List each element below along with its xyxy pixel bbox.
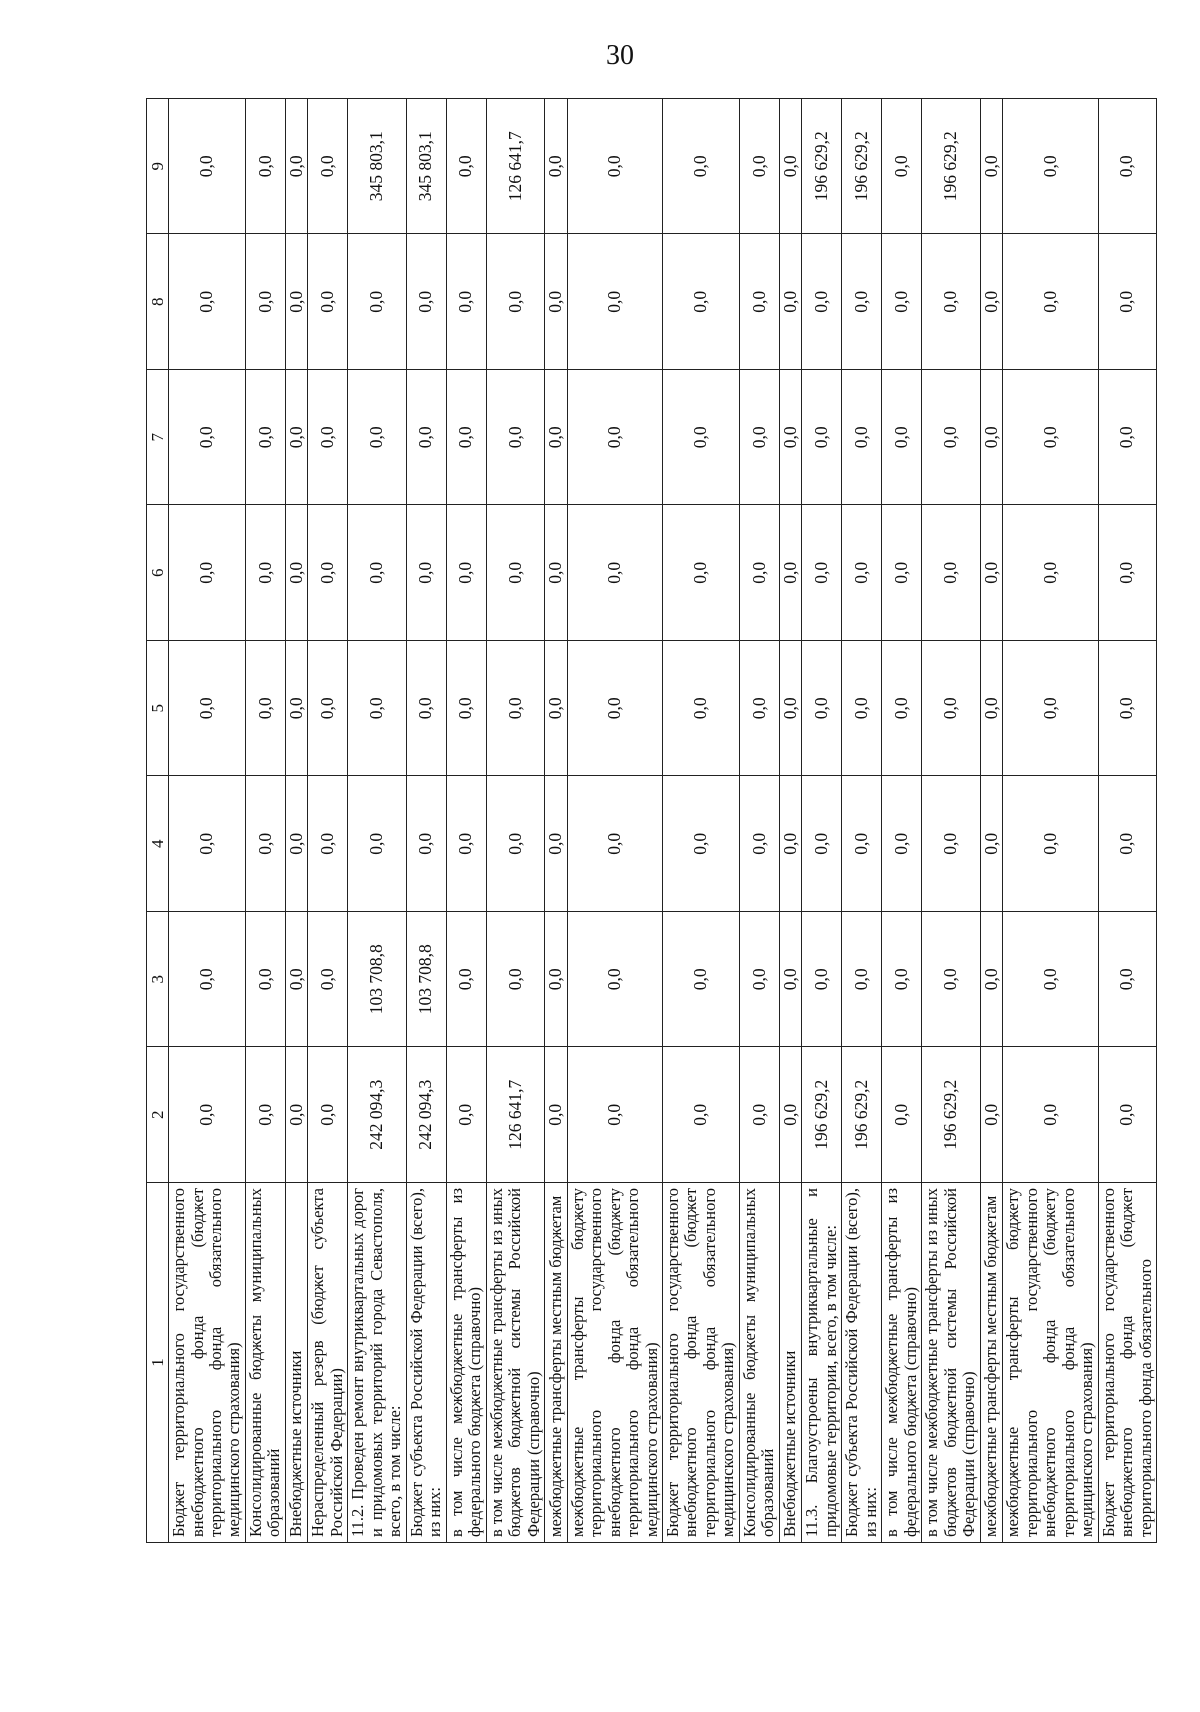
row-value: 0,0 bbox=[922, 776, 980, 912]
row-value: 0,0 bbox=[980, 912, 1003, 1048]
row-value: 0,0 bbox=[882, 234, 922, 370]
row-value: 0,0 bbox=[285, 234, 308, 370]
row-value: 0,0 bbox=[882, 370, 922, 506]
row-value: 0,0 bbox=[739, 370, 779, 506]
row-value: 0,0 bbox=[663, 505, 740, 641]
table-row bbox=[567, 99, 662, 1543]
row-value: 242 094,3 bbox=[406, 1047, 446, 1183]
row-value: 0,0 bbox=[1098, 641, 1156, 777]
row-value: 0,0 bbox=[446, 370, 486, 506]
row-value: 0,0 bbox=[245, 912, 285, 1048]
row-value: 0,0 bbox=[486, 370, 544, 506]
row-value: 0,0 bbox=[882, 99, 922, 235]
row-value: 0,0 bbox=[802, 776, 842, 912]
row-value: 0,0 bbox=[406, 641, 446, 777]
row-value: 0,0 bbox=[446, 641, 486, 777]
row-value: 0,0 bbox=[1003, 370, 1098, 506]
row-value: 0,0 bbox=[802, 912, 842, 1048]
column-header: 9 bbox=[147, 99, 169, 235]
row-label: в том числе межбюджетные трансферты из федерального бюджета (справочно) bbox=[882, 1183, 922, 1543]
row-value: 0,0 bbox=[779, 912, 802, 1048]
row-value: 0,0 bbox=[663, 1047, 740, 1183]
row-value: 0,0 bbox=[779, 1047, 802, 1183]
column-header: 2 bbox=[147, 1047, 169, 1183]
row-value: 0,0 bbox=[348, 505, 406, 641]
row-label: 11.3. Благоустроены внутриквартальные и придомовые территории, всего, в том числе: bbox=[802, 1183, 842, 1543]
row-value: 0,0 bbox=[285, 505, 308, 641]
row-value: 0,0 bbox=[486, 776, 544, 912]
table-row bbox=[980, 99, 1003, 1543]
row-value: 0,0 bbox=[169, 776, 246, 912]
row-value: 0,0 bbox=[308, 99, 348, 235]
row-value: 0,0 bbox=[245, 1047, 285, 1183]
table-row bbox=[406, 99, 446, 1543]
table-row bbox=[922, 99, 980, 1543]
row-value: 0,0 bbox=[486, 641, 544, 777]
row-value: 0,0 bbox=[663, 99, 740, 235]
row-label: Нераспределенный резерв (бюджет субъекта Российской Федерации) bbox=[308, 1183, 348, 1543]
row-value: 0,0 bbox=[308, 370, 348, 506]
row-value: 0,0 bbox=[1098, 1047, 1156, 1183]
table-row bbox=[802, 99, 842, 1543]
table-row bbox=[1098, 99, 1156, 1543]
row-value: 0,0 bbox=[882, 1047, 922, 1183]
row-value: 0,0 bbox=[882, 505, 922, 641]
row-value: 0,0 bbox=[545, 505, 568, 641]
row-value: 0,0 bbox=[739, 234, 779, 370]
row-value: 0,0 bbox=[545, 99, 568, 235]
row-value: 0,0 bbox=[285, 99, 308, 235]
row-value: 0,0 bbox=[545, 234, 568, 370]
row-value: 103 708,8 bbox=[406, 912, 446, 1048]
row-value: 0,0 bbox=[1098, 370, 1156, 506]
table-row bbox=[882, 99, 922, 1543]
row-value: 0,0 bbox=[663, 776, 740, 912]
row-value: 0,0 bbox=[285, 370, 308, 506]
row-value: 0,0 bbox=[1003, 1047, 1098, 1183]
row-value: 0,0 bbox=[1003, 912, 1098, 1048]
row-value: 0,0 bbox=[842, 370, 882, 506]
table-row bbox=[169, 99, 246, 1543]
row-value: 0,0 bbox=[739, 776, 779, 912]
row-value: 0,0 bbox=[842, 234, 882, 370]
row-label: Бюджет территориального государственного внебюджетного фонда (бюджет территориального фонда обязательного медицинского страхования) bbox=[169, 1183, 246, 1543]
row-value: 0,0 bbox=[882, 912, 922, 1048]
row-value: 196 629,2 bbox=[922, 99, 980, 235]
row-value: 0,0 bbox=[980, 370, 1003, 506]
row-label: Внебюджетные источники bbox=[779, 1183, 802, 1543]
row-value: 196 629,2 bbox=[842, 1047, 882, 1183]
row-value: 0,0 bbox=[446, 99, 486, 235]
column-header: 7 bbox=[147, 370, 169, 506]
column-header: 4 bbox=[147, 776, 169, 912]
row-value: 0,0 bbox=[663, 234, 740, 370]
row-value: 0,0 bbox=[245, 99, 285, 235]
row-label: Бюджет территориального государственного внебюджетного фонда (бюджет территориального фонда обязательного медицинского страхования) bbox=[663, 1183, 740, 1543]
row-value: 0,0 bbox=[348, 641, 406, 777]
row-value: 0,0 bbox=[545, 641, 568, 777]
row-value: 0,0 bbox=[245, 370, 285, 506]
row-value: 0,0 bbox=[308, 912, 348, 1048]
row-value: 0,0 bbox=[545, 1047, 568, 1183]
row-value: 0,0 bbox=[1003, 641, 1098, 777]
row-value: 0,0 bbox=[486, 912, 544, 1048]
row-value: 0,0 bbox=[567, 912, 662, 1048]
row-value: 126 641,7 bbox=[486, 1047, 544, 1183]
row-value: 0,0 bbox=[779, 370, 802, 506]
row-value: 0,0 bbox=[567, 776, 662, 912]
table-row bbox=[348, 99, 406, 1543]
row-value: 0,0 bbox=[486, 234, 544, 370]
row-value: 0,0 bbox=[446, 505, 486, 641]
row-label: 11.2. Проведен ремонт внутриквартальных дорог и придомовых территорий города Севастополя, всего, в том числе: bbox=[348, 1183, 406, 1543]
table-body bbox=[169, 99, 1157, 1543]
row-value: 0,0 bbox=[663, 370, 740, 506]
row-value: 0,0 bbox=[842, 641, 882, 777]
row-value: 0,0 bbox=[739, 641, 779, 777]
row-value: 0,0 bbox=[922, 370, 980, 506]
row-value: 0,0 bbox=[567, 99, 662, 235]
row-value: 0,0 bbox=[779, 234, 802, 370]
row-value: 0,0 bbox=[1003, 505, 1098, 641]
rotated-table-container bbox=[146, 99, 1155, 1543]
table-row bbox=[739, 99, 779, 1543]
row-value: 345 803,1 bbox=[348, 99, 406, 235]
row-value: 0,0 bbox=[739, 1047, 779, 1183]
row-value: 0,0 bbox=[1098, 505, 1156, 641]
row-value: 0,0 bbox=[169, 641, 246, 777]
row-value: 0,0 bbox=[245, 776, 285, 912]
row-value: 0,0 bbox=[739, 99, 779, 235]
row-label: межбюджетные трансферты местным бюджетам bbox=[545, 1183, 568, 1543]
row-value: 0,0 bbox=[882, 776, 922, 912]
table-row bbox=[308, 99, 348, 1543]
row-value: 0,0 bbox=[1098, 776, 1156, 912]
row-value: 0,0 bbox=[779, 99, 802, 235]
row-value: 0,0 bbox=[1003, 99, 1098, 235]
row-value: 0,0 bbox=[567, 641, 662, 777]
table-row bbox=[285, 99, 308, 1543]
row-value: 0,0 bbox=[1003, 776, 1098, 912]
row-value: 0,0 bbox=[245, 234, 285, 370]
row-value: 196 629,2 bbox=[842, 99, 882, 235]
row-value: 0,0 bbox=[285, 1047, 308, 1183]
row-label: Бюджет территориального государственного внебюджетного фонда (бюджет территориального фонда обязательного bbox=[1098, 1183, 1156, 1543]
row-value: 0,0 bbox=[663, 641, 740, 777]
table-row bbox=[779, 99, 802, 1543]
row-value: 0,0 bbox=[980, 234, 1003, 370]
row-value: 0,0 bbox=[308, 641, 348, 777]
row-value: 196 629,2 bbox=[922, 1047, 980, 1183]
row-value: 0,0 bbox=[285, 641, 308, 777]
row-value: 0,0 bbox=[348, 370, 406, 506]
row-value: 0,0 bbox=[842, 505, 882, 641]
table-row bbox=[446, 99, 486, 1543]
row-label: Консолидированные бюджеты муниципальных образований bbox=[739, 1183, 779, 1543]
row-value: 0,0 bbox=[308, 1047, 348, 1183]
row-label: межбюджетные трансферты бюджету территориального государственного внебюджетного фонда (бюджету территориального фонда обязательного медицинского страхования) bbox=[1003, 1183, 1098, 1543]
row-value: 0,0 bbox=[1003, 234, 1098, 370]
row-value: 0,0 bbox=[308, 505, 348, 641]
row-value: 0,0 bbox=[980, 641, 1003, 777]
row-value: 0,0 bbox=[545, 776, 568, 912]
row-value: 0,0 bbox=[882, 641, 922, 777]
row-value: 0,0 bbox=[169, 1047, 246, 1183]
row-label: Внебюджетные источники bbox=[285, 1183, 308, 1543]
row-value: 0,0 bbox=[446, 1047, 486, 1183]
row-value: 0,0 bbox=[348, 234, 406, 370]
column-header: 5 bbox=[147, 641, 169, 777]
row-label: межбюджетные трансферты местным бюджетам bbox=[980, 1183, 1003, 1543]
row-value: 0,0 bbox=[169, 99, 246, 235]
row-value: 0,0 bbox=[446, 776, 486, 912]
column-number-row bbox=[147, 99, 169, 1543]
row-value: 0,0 bbox=[922, 912, 980, 1048]
row-value: 0,0 bbox=[406, 776, 446, 912]
row-label: Консолидированные бюджеты муниципальных образований bbox=[245, 1183, 285, 1543]
row-value: 0,0 bbox=[446, 234, 486, 370]
row-value: 0,0 bbox=[308, 776, 348, 912]
row-label: Бюджет субъекта Российской Федерации (всего), из них: bbox=[842, 1183, 882, 1543]
row-label: Бюджет субъекта Российской Федерации (всего), из них: bbox=[406, 1183, 446, 1543]
row-value: 0,0 bbox=[348, 776, 406, 912]
row-value: 0,0 bbox=[567, 1047, 662, 1183]
row-value: 0,0 bbox=[308, 234, 348, 370]
row-value: 0,0 bbox=[567, 370, 662, 506]
column-header: 3 bbox=[147, 912, 169, 1048]
row-value: 0,0 bbox=[486, 505, 544, 641]
row-value: 242 094,3 bbox=[348, 1047, 406, 1183]
row-value: 0,0 bbox=[1098, 234, 1156, 370]
row-value: 0,0 bbox=[980, 1047, 1003, 1183]
row-value: 0,0 bbox=[802, 234, 842, 370]
row-value: 0,0 bbox=[446, 912, 486, 1048]
row-value: 0,0 bbox=[406, 370, 446, 506]
row-value: 0,0 bbox=[842, 912, 882, 1048]
row-value: 0,0 bbox=[739, 912, 779, 1048]
row-value: 0,0 bbox=[842, 776, 882, 912]
page-number: 30 bbox=[606, 40, 634, 71]
row-value: 0,0 bbox=[802, 370, 842, 506]
row-value: 0,0 bbox=[545, 370, 568, 506]
row-value: 0,0 bbox=[285, 776, 308, 912]
row-value: 0,0 bbox=[779, 776, 802, 912]
row-value: 196 629,2 bbox=[802, 99, 842, 235]
table-row bbox=[545, 99, 568, 1543]
row-value: 0,0 bbox=[779, 641, 802, 777]
column-header: 8 bbox=[147, 234, 169, 370]
row-value: 0,0 bbox=[922, 505, 980, 641]
row-label: в том числе межбюджетные трансферты из иных бюджетов бюджетной системы Российской Федерации (справочно) bbox=[486, 1183, 544, 1543]
row-value: 0,0 bbox=[980, 505, 1003, 641]
table-row bbox=[245, 99, 285, 1543]
table-row bbox=[1003, 99, 1098, 1543]
row-value: 0,0 bbox=[245, 641, 285, 777]
row-label: в том числе межбюджетные трансферты из федерального бюджета (справочно) bbox=[446, 1183, 486, 1543]
row-value: 103 708,8 bbox=[348, 912, 406, 1048]
row-value: 0,0 bbox=[663, 912, 740, 1048]
row-value: 0,0 bbox=[567, 505, 662, 641]
row-value: 0,0 bbox=[545, 912, 568, 1048]
row-value: 345 803,1 bbox=[406, 99, 446, 235]
row-value: 126 641,7 bbox=[486, 99, 544, 235]
row-value: 0,0 bbox=[980, 776, 1003, 912]
row-value: 0,0 bbox=[169, 912, 246, 1048]
row-value: 196 629,2 bbox=[802, 1047, 842, 1183]
row-value: 0,0 bbox=[1098, 912, 1156, 1048]
row-value: 0,0 bbox=[922, 641, 980, 777]
table-row bbox=[486, 99, 544, 1543]
row-value: 0,0 bbox=[285, 912, 308, 1048]
row-value: 0,0 bbox=[779, 505, 802, 641]
table-row bbox=[663, 99, 740, 1543]
budget-table bbox=[146, 98, 1157, 1543]
row-value: 0,0 bbox=[802, 505, 842, 641]
column-header: 1 bbox=[147, 1183, 169, 1543]
row-value: 0,0 bbox=[567, 234, 662, 370]
row-value: 0,0 bbox=[739, 505, 779, 641]
row-value: 0,0 bbox=[406, 505, 446, 641]
row-value: 0,0 bbox=[169, 370, 246, 506]
row-value: 0,0 bbox=[1098, 99, 1156, 235]
row-value: 0,0 bbox=[245, 505, 285, 641]
row-value: 0,0 bbox=[922, 234, 980, 370]
row-value: 0,0 bbox=[980, 99, 1003, 235]
table-row bbox=[842, 99, 882, 1543]
row-label: межбюджетные трансферты бюджету территориального государственного внебюджетного фонда (бюджету территориального фонда обязательного медицинского страхования) bbox=[567, 1183, 662, 1543]
row-value: 0,0 bbox=[406, 234, 446, 370]
row-value: 0,0 bbox=[169, 505, 246, 641]
row-label: в том числе межбюджетные трансферты из иных бюджетов бюджетной системы Российской Федерации (справочно) bbox=[922, 1183, 980, 1543]
row-value: 0,0 bbox=[169, 234, 246, 370]
row-value: 0,0 bbox=[802, 641, 842, 777]
column-header: 6 bbox=[147, 505, 169, 641]
